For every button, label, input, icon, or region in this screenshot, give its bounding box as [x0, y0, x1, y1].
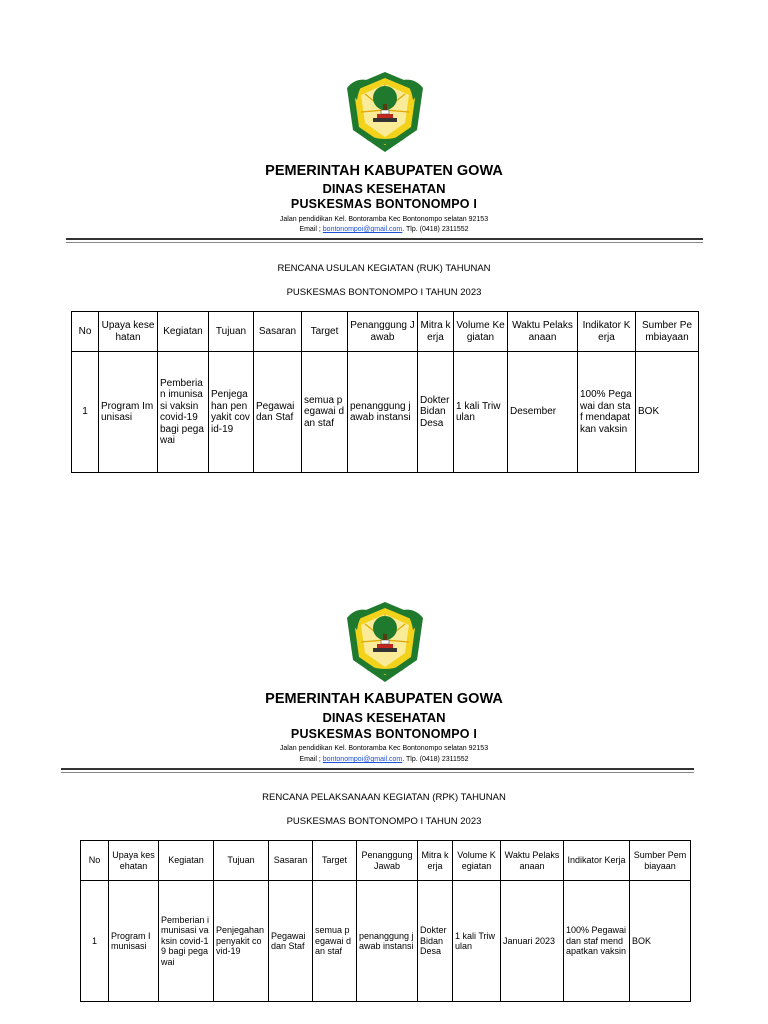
- doc-title: RENCANA USULAN KEGIATAN (RUK) TAHUNAN: [277, 263, 491, 274]
- cell-target: semua pegawai dan staf: [302, 352, 348, 473]
- cell-sumber: BOK: [630, 881, 691, 1002]
- col-mitra: Mitra kerja: [418, 841, 453, 881]
- cell-no: 1: [72, 352, 99, 473]
- cell-tujuan: Penjegahan penyakit covid-19: [214, 881, 269, 1002]
- header-government: PEMERINTAH KABUPATEN GOWA: [265, 163, 503, 179]
- header-department: DINAS KESEHATAN: [322, 710, 446, 725]
- table-row: [72, 352, 699, 473]
- col-sumber: Sumber Pembiayaan: [630, 841, 691, 881]
- col-volume: Volume Kegiatan: [454, 312, 508, 352]
- col-indikator: Indikator Kerja: [564, 841, 630, 881]
- cell-penanggung: penanggung jawab instansi: [357, 881, 418, 1002]
- email-link[interactable]: bontonompoi@gmail.com: [322, 226, 403, 233]
- cell-mitra: Dokter Bidan Desa: [418, 881, 453, 1002]
- col-no: No: [72, 312, 99, 352]
- header-contact: [0, 226, 768, 233]
- gowa-logo-icon: [343, 600, 427, 684]
- header-puskesmas: PUSKESMAS BONTONOMPO I: [290, 197, 478, 211]
- doc-subtitle: PUSKESMAS BONTONOMPO I TAHUN 2023: [286, 287, 482, 298]
- cell-upaya: Program Imunisasi: [109, 881, 159, 1002]
- email-prefix: Email ;: [299, 226, 321, 233]
- header-divider: [66, 238, 703, 240]
- col-penanggung: Penanggung Jawab: [357, 841, 418, 881]
- rpk-table: [80, 840, 691, 1002]
- col-waktu: Waktu Pelaksanaan: [508, 312, 578, 352]
- cell-sasaran: Pegawai dan Staf: [269, 881, 313, 1002]
- col-kegiatan: Kegiatan: [158, 312, 209, 352]
- cell-sasaran: Pegawai dan Staf: [254, 352, 302, 473]
- col-tujuan: Tujuan: [209, 312, 254, 352]
- col-sasaran: Sasaran: [254, 312, 302, 352]
- header-address: Jalan pendidikan Kel. Bontoramba Kec Bontonompo selatan 92153: [279, 745, 489, 752]
- col-mitra: Mitra kerja: [418, 312, 454, 352]
- col-upaya: Upaya kesehatan: [109, 841, 159, 881]
- cell-target: semua pegawai dan staf: [313, 881, 357, 1002]
- table-header-row: [72, 312, 699, 352]
- cell-kegiatan: Pemberian imunisasi vaksin covid-19 bagi pegawai: [159, 881, 214, 1002]
- cell-indikator: 100% Pegawai dan staf mendapatkan vaksin: [564, 881, 630, 1002]
- header-government: PEMERINTAH KABUPATEN GOWA: [265, 691, 503, 707]
- phone-text: . Tlp. (0418) 2311552: [402, 756, 469, 763]
- cell-kegiatan: Pemberian imunisasi vaksin covid-19 bagi pegawai: [158, 352, 209, 473]
- col-indikator: Indikator Kerja: [578, 312, 636, 352]
- col-upaya: Upaya kesehatan: [99, 312, 158, 352]
- ruk-table: [71, 311, 699, 473]
- email-prefix: Email ;: [299, 756, 321, 763]
- header-address: Jalan pendidikan Kel. Bontoramba Kec Bontonompo selatan 92153: [279, 216, 489, 223]
- header-puskesmas: PUSKESMAS BONTONOMPO I: [290, 727, 478, 741]
- col-tujuan: Tujuan: [214, 841, 269, 881]
- doc-title: RENCANA PELAKSANAAN KEGIATAN (RPK) TAHUNAN: [262, 792, 506, 803]
- col-sumber: Sumber Pembiayaan: [636, 312, 699, 352]
- gowa-logo-icon: [343, 70, 427, 154]
- col-target: Target: [313, 841, 357, 881]
- header-department: DINAS KESEHATAN: [322, 181, 446, 196]
- cell-volume: 1 kali Triwulan: [454, 352, 508, 473]
- col-kegiatan: Kegiatan: [159, 841, 214, 881]
- col-volume: Volume Kegiatan: [453, 841, 501, 881]
- cell-indikator: 100% Pegawai dan staf mendapatkan vaksin: [578, 352, 636, 473]
- cell-waktu: Januari 2023: [501, 881, 564, 1002]
- doc-subtitle: PUSKESMAS BONTONOMPO I TAHUN 2023: [286, 816, 482, 827]
- col-penanggung: Penanggung Jawab: [348, 312, 418, 352]
- col-target: Target: [302, 312, 348, 352]
- cell-waktu: Desember: [508, 352, 578, 473]
- header-divider-thin: [66, 242, 703, 243]
- header-divider: [61, 768, 694, 770]
- cell-upaya: Program Imunisasi: [99, 352, 158, 473]
- cell-sumber: BOK: [636, 352, 699, 473]
- cell-penanggung: penanggung jawab instansi: [348, 352, 418, 473]
- phone-text: . Tlp. (0418) 2311552: [402, 226, 469, 233]
- table-row: [81, 881, 691, 1002]
- header-divider-thin: [61, 772, 694, 773]
- header-contact: [0, 756, 768, 763]
- cell-tujuan: Penjegahan penyakit covid-19: [209, 352, 254, 473]
- email-link[interactable]: bontonompoi@gmail.com: [322, 756, 403, 763]
- table-header-row: [81, 841, 691, 881]
- cell-volume: 1 kali Triwulan: [453, 881, 501, 1002]
- cell-no: 1: [81, 881, 109, 1002]
- cell-mitra: Dokter Bidan Desa: [418, 352, 454, 473]
- col-sasaran: Sasaran: [269, 841, 313, 881]
- col-waktu: Waktu Pelaksanaan: [501, 841, 564, 881]
- col-no: No: [81, 841, 109, 881]
